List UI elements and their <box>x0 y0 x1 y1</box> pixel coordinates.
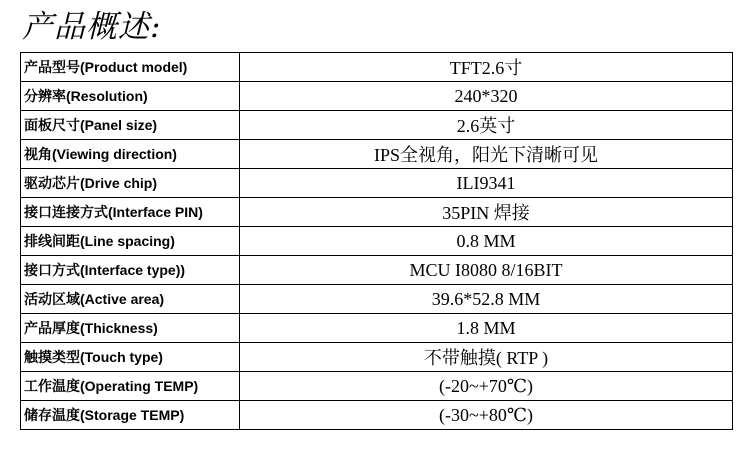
spec-label: 产品型号(Product model) <box>21 53 240 82</box>
spec-value: 240*320 <box>240 82 733 111</box>
spec-label: 储存温度(Storage TEMP) <box>21 401 240 430</box>
spec-label: 分辨率(Resolution) <box>21 82 240 111</box>
spec-value: 1.8 MM <box>240 314 733 343</box>
spec-value: TFT2.6寸 <box>240 53 733 82</box>
spec-label: 视角(Viewing direction) <box>21 140 240 169</box>
table-row <box>21 256 733 285</box>
spec-value: 35PIN 焊接 <box>240 198 733 227</box>
spec-value: (-20~+70℃) <box>240 372 733 401</box>
table-row <box>21 53 733 82</box>
table-row <box>21 314 733 343</box>
spec-value: (-30~+80℃) <box>240 401 733 430</box>
spec-value: 0.8 MM <box>240 227 733 256</box>
spec-label: 工作温度(Operating TEMP) <box>21 372 240 401</box>
table-row <box>21 140 733 169</box>
spec-value: 不带触摸( RTP ) <box>240 343 733 372</box>
spec-label: 触摸类型(Touch type) <box>21 343 240 372</box>
spec-label: 产品厚度(Thickness) <box>21 314 240 343</box>
table-row <box>21 198 733 227</box>
table-row <box>21 285 733 314</box>
page-title: 产品概述: <box>22 9 162 45</box>
spec-value: IPS全视角，阳光下清晰可见 <box>240 140 733 169</box>
table-row <box>21 343 733 372</box>
spec-label: 面板尺寸(Panel size) <box>21 111 240 140</box>
spec-label: 活动区域(Active area) <box>21 285 240 314</box>
table-row <box>21 401 733 430</box>
table-row <box>21 227 733 256</box>
spec-value: MCU I8080 8/16BIT <box>240 256 733 285</box>
table-row <box>21 169 733 198</box>
table-row <box>21 82 733 111</box>
spec-value: ILI9341 <box>240 169 733 198</box>
spec-value: 2.6英寸 <box>240 111 733 140</box>
spec-table <box>20 52 733 430</box>
spec-label: 排线间距(Line spacing) <box>21 227 240 256</box>
spec-value: 39.6*52.8 MM <box>240 285 733 314</box>
table-row <box>21 372 733 401</box>
table-row <box>21 111 733 140</box>
spec-label: 驱动芯片(Drive chip) <box>21 169 240 198</box>
spec-label: 接口连接方式(Interface PIN) <box>21 198 240 227</box>
spec-label: 接口方式(Interface type)) <box>21 256 240 285</box>
